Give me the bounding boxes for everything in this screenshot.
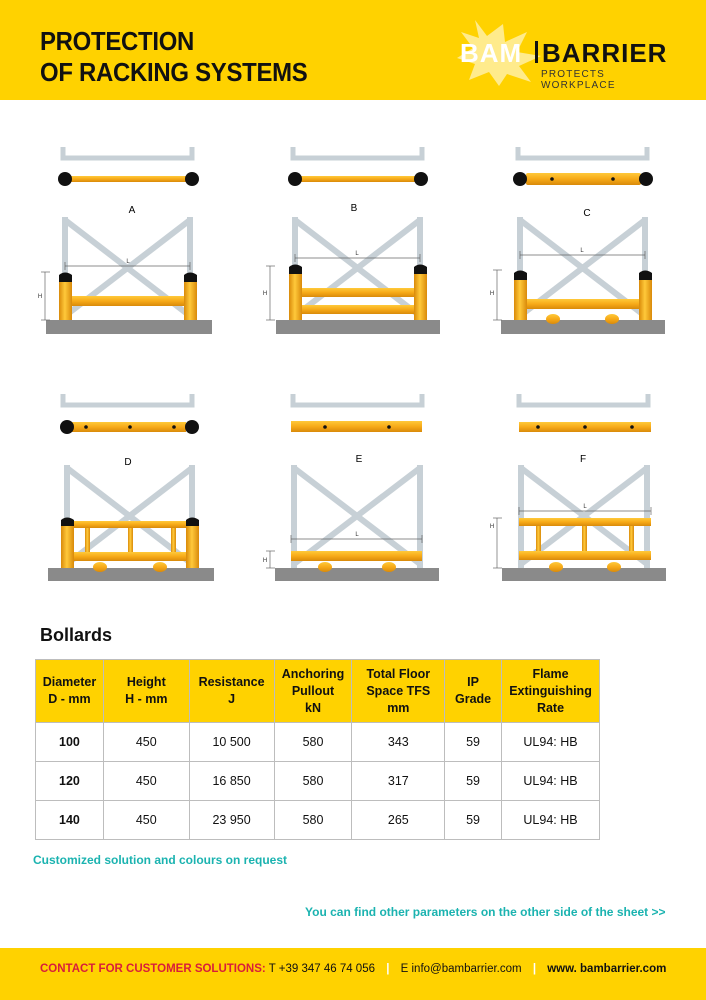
bam-barrier-logo[interactable] [455, 18, 677, 91]
table-cell: 450 [103, 723, 189, 762]
diagram-c [490, 147, 665, 334]
diagram-f-top-view [519, 394, 651, 432]
table-cell: 450 [103, 801, 189, 840]
column-header-resistance: Resistance J [189, 660, 274, 723]
table-header-row [36, 660, 600, 723]
logo-bam-text: BAM [460, 38, 523, 68]
table-cell: 580 [274, 723, 352, 762]
page-header [0, 0, 706, 100]
diagram-a-dim-l: L [126, 259, 130, 265]
diagram-f [490, 394, 666, 581]
diagram-d [48, 394, 214, 581]
column-header-floor-space: Total Floor Space TFS mm [352, 660, 445, 723]
diagram-f-dim-l: L [583, 504, 587, 510]
table-cell: 580 [274, 762, 352, 801]
other-side-link[interactable]: You can find other parameters on the other side of the sheet >> [305, 905, 666, 919]
table-cell: 23 950 [189, 801, 274, 840]
diagram-e-top-view [291, 394, 422, 432]
table-cell: 265 [352, 801, 445, 840]
table-cell: 16 850 [189, 762, 274, 801]
diagram-b [263, 147, 440, 334]
diagram-b-dim-h: H [262, 291, 268, 297]
column-header-height: Height H - mm [103, 660, 189, 723]
table-cell: UL94: HB [502, 801, 600, 840]
diagram-b-dim-l: L [355, 251, 359, 257]
diagram-e [263, 394, 439, 581]
table-cell: 450 [103, 762, 189, 801]
diagram-e-dim-h: H [262, 558, 268, 564]
logo-barrier-text: BARRIER [542, 38, 668, 68]
table-cell: 59 [445, 762, 502, 801]
diagram-a-top-view [58, 147, 199, 186]
footer-separator: | [532, 963, 537, 975]
page-title: PROTECTION OF RACKING SYSTEMS [40, 26, 308, 87]
table-cell: 10 500 [189, 723, 274, 762]
column-header-flame-rate: Flame Extinguishing Rate [502, 660, 600, 723]
diagram-canvas [0, 120, 706, 600]
website-link[interactable]: www. bambarrier.com [547, 963, 667, 975]
column-header-diameter: Diameter D - mm [36, 660, 104, 723]
table-cell: UL94: HB [502, 723, 600, 762]
contact-label: CONTACT FOR CUSTOMER SOLUTIONS: [40, 963, 266, 975]
column-header-ip-grade: IP Grade [445, 660, 502, 723]
table-cell: 100 [36, 723, 104, 762]
diagram-b-front-view [263, 217, 440, 334]
diagram-f-front-view [490, 465, 666, 581]
bollards-heading: Bollards [40, 625, 113, 645]
diagram-a [38, 147, 212, 334]
diagram-f-dim-h: H [489, 524, 495, 530]
logo-divider [535, 41, 538, 63]
logo-tagline: PROTECTS WORKPLACE [541, 69, 616, 91]
table-cell: 59 [445, 723, 502, 762]
column-header-anchoring: Anchoring Pullout kN [274, 660, 352, 723]
diagram-b-label: B [350, 203, 358, 214]
diagram-e-label: E [355, 454, 363, 465]
table-cell: UL94: HB [502, 762, 600, 801]
diagram-c-label: C [583, 208, 591, 219]
diagram-e-front-view [263, 465, 439, 581]
phone-number[interactable]: T +39 347 46 74 056 [268, 963, 375, 975]
barrier-diagrams [0, 120, 706, 600]
custom-solution-note: Customized solution and colours on request [33, 853, 288, 867]
diagram-c-dim-h: H [489, 291, 495, 297]
table-cell: 580 [274, 801, 352, 840]
diagram-d-label: D [124, 457, 132, 468]
bollards-spec-table [35, 659, 600, 840]
diagram-d-top-view [60, 394, 199, 434]
table-cell: 317 [352, 762, 445, 801]
footer-separator: | [386, 963, 390, 975]
diagram-a-front-view [38, 217, 212, 334]
table-cell: 59 [445, 801, 502, 840]
page-footer [0, 948, 706, 1000]
table-cell: 140 [36, 801, 104, 840]
diagram-e-dim-l: L [355, 532, 359, 538]
diagram-f-label: F [579, 454, 587, 465]
diagram-c-front-view [490, 217, 665, 334]
diagram-a-label: A [128, 205, 136, 216]
table-row [36, 762, 600, 801]
table-cell: 343 [352, 723, 445, 762]
diagram-a-dim-h: H [37, 294, 43, 300]
table-row [36, 723, 600, 762]
email-link[interactable]: E info@bambarrier.com [400, 963, 522, 975]
diagram-b-top-view [288, 147, 428, 186]
table-row [36, 801, 600, 840]
diagram-d-front-view [48, 465, 214, 581]
table-cell: 120 [36, 762, 104, 801]
diagram-c-dim-l: L [580, 248, 584, 254]
diagram-c-top-view [513, 147, 653, 186]
